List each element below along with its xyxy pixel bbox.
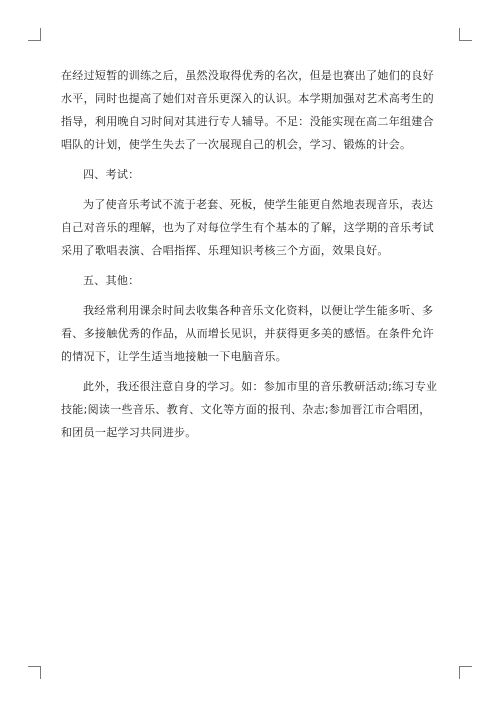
page-corner-mark-bottom-left <box>28 666 41 679</box>
section-heading-exam: 四、考试： <box>83 168 140 181</box>
paragraph-training-summary: 在经过短暂的训练之后，虽然没取得优秀的名次，但是也赛出了她们的良好水平，同时也提高了她们对音乐更深入的认识。本学期加强对艺术高考生的指导，利用晚自习时间对其进行专人辅导。不足：没能实现在高二年组建合唱队的计划，使学生失去了一次展现自己的机会，学习、锻炼的计会。 <box>61 69 434 151</box>
paragraph-exam: 为了使音乐考试不流于老套、死板，使学生能更自然地表现音乐，表达自己对音乐的理解，也为了对每位学生有个基本的了解，这学期的音乐考试采用了歌唱表演、合唱指挥、乐理知识考核三个方面，效果良好。 <box>61 198 434 257</box>
page-corner-mark-bottom-right <box>459 666 472 679</box>
page-corner-mark-top-right <box>459 28 472 41</box>
paragraph-resources: 我经常利用课余时间去收集各种音乐文化资料，以便让学生能多听、多看、多接触优秀的作品，从而增长见识，并获得更多美的感悟。在条件允许的情况下，让学生适当地接触一下电脑音乐。 <box>61 304 434 363</box>
document-body <box>61 64 441 451</box>
paragraph-self-study: 此外，我还很注意自身的学习。如：参加市里的音乐教研活动;练习专业技能;阅读一些音乐、教育、文化等方面的报刊、杂志;参加晋江市合唱团，和团员一起学习共同进步。 <box>61 380 438 439</box>
page-corner-mark-top-left <box>28 28 41 41</box>
section-heading-other: 五、其他： <box>83 274 140 287</box>
